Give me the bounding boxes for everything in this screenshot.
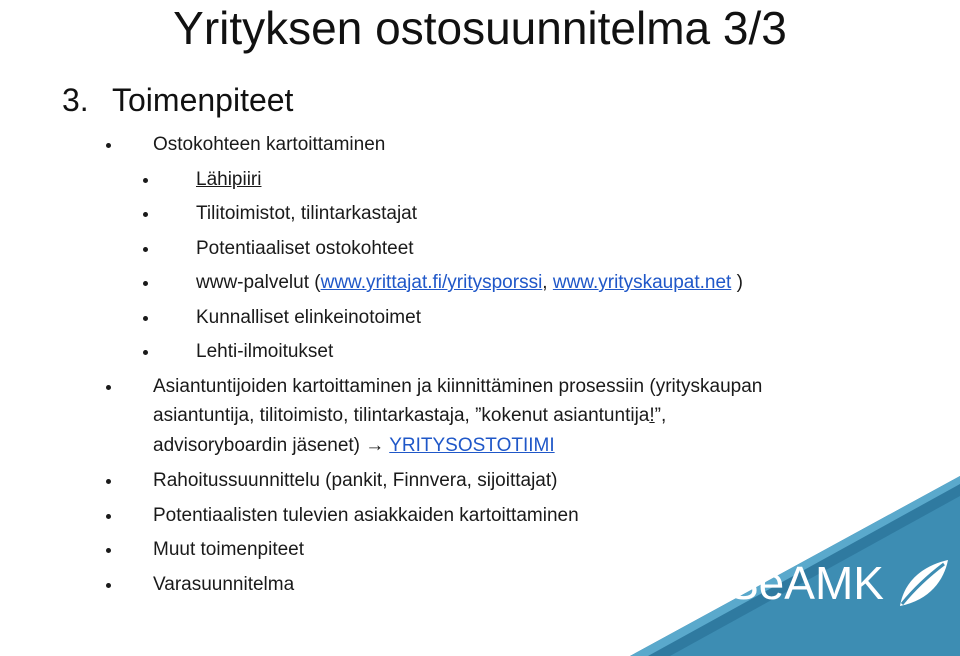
seamk-logo <box>630 476 960 656</box>
list-item-asiantuntijat-line3 <box>153 434 555 458</box>
bullet-icon <box>106 479 111 484</box>
bullet-icon <box>106 548 111 553</box>
list-item-kunnalliset: Kunnalliset elinkeinotoimet <box>196 307 421 328</box>
list-item-potentiaaliset: Potentiaaliset ostokohteet <box>196 238 414 259</box>
asiantuntijat-exclamation: ! <box>649 405 655 426</box>
www-suffix: ) <box>731 272 743 293</box>
bullet-icon <box>143 281 148 286</box>
bullet-icon <box>106 143 111 148</box>
bullet-icon <box>143 178 148 183</box>
section-number: 3. <box>62 82 89 118</box>
link-yritysostotiimi[interactable]: YRITYSOSTOTIIMI <box>389 435 555 456</box>
section-title: Toimenpiteet <box>112 82 294 118</box>
list-item-asiakkaat: Potentiaalisten tulevien asiakkaiden kartoittaminen <box>153 505 579 526</box>
link-yrittajat[interactable]: www.yrittajat.fi/yritysporssi <box>320 272 543 293</box>
list-item-lehti: Lehti-ilmoitukset <box>196 341 334 362</box>
section-heading <box>62 78 293 122</box>
bullet-icon <box>143 212 148 217</box>
list-item-ostokohde: Ostokohteen kartoittaminen <box>153 134 386 155</box>
list-item-www-palvelut <box>196 271 743 295</box>
asiantuntijat-text-end: ”, <box>654 405 667 426</box>
bullet-icon <box>143 350 148 355</box>
bullet-icon <box>143 247 148 252</box>
list-item-asiantuntijat-line2 <box>153 404 666 428</box>
advisoryboard-text: advisoryboardin jäsenet) → <box>153 435 390 456</box>
list-item-vara: Varasuunnitelma <box>153 574 295 595</box>
list-item-muut: Muut toimenpiteet <box>153 539 305 560</box>
list-item-tilitoimistot: Tilitoimistot, tilintarkastajat <box>196 203 418 224</box>
link-yrityskaupat[interactable]: www.yrityskaupat.net <box>552 272 732 293</box>
asiantuntijat-text: asiantuntija, tilitoimisto, tilintarkastaja, ”kokenut asiantuntija <box>153 405 650 426</box>
link-separator: , <box>542 272 553 293</box>
logo-text: SeAMK <box>728 557 884 609</box>
bullet-icon <box>106 583 111 588</box>
list-item-rahoitus: Rahoitussuunnittelu (pankit, Finnvera, sijoittajat) <box>153 470 558 491</box>
list-item-asiantuntijat-line1: Asiantuntijoiden kartoittaminen ja kiinnittäminen prosessiin (yrityskaupan <box>153 376 763 397</box>
list-item-lahipiiri: Lähipiiri <box>196 169 262 190</box>
bullet-icon <box>106 385 111 390</box>
www-prefix: www-palvelut ( <box>196 272 321 293</box>
bullet-icon <box>106 514 111 519</box>
slide-title: Yrityksen ostosuunnitelma 3/3 <box>173 2 787 54</box>
bullet-icon <box>143 316 148 321</box>
